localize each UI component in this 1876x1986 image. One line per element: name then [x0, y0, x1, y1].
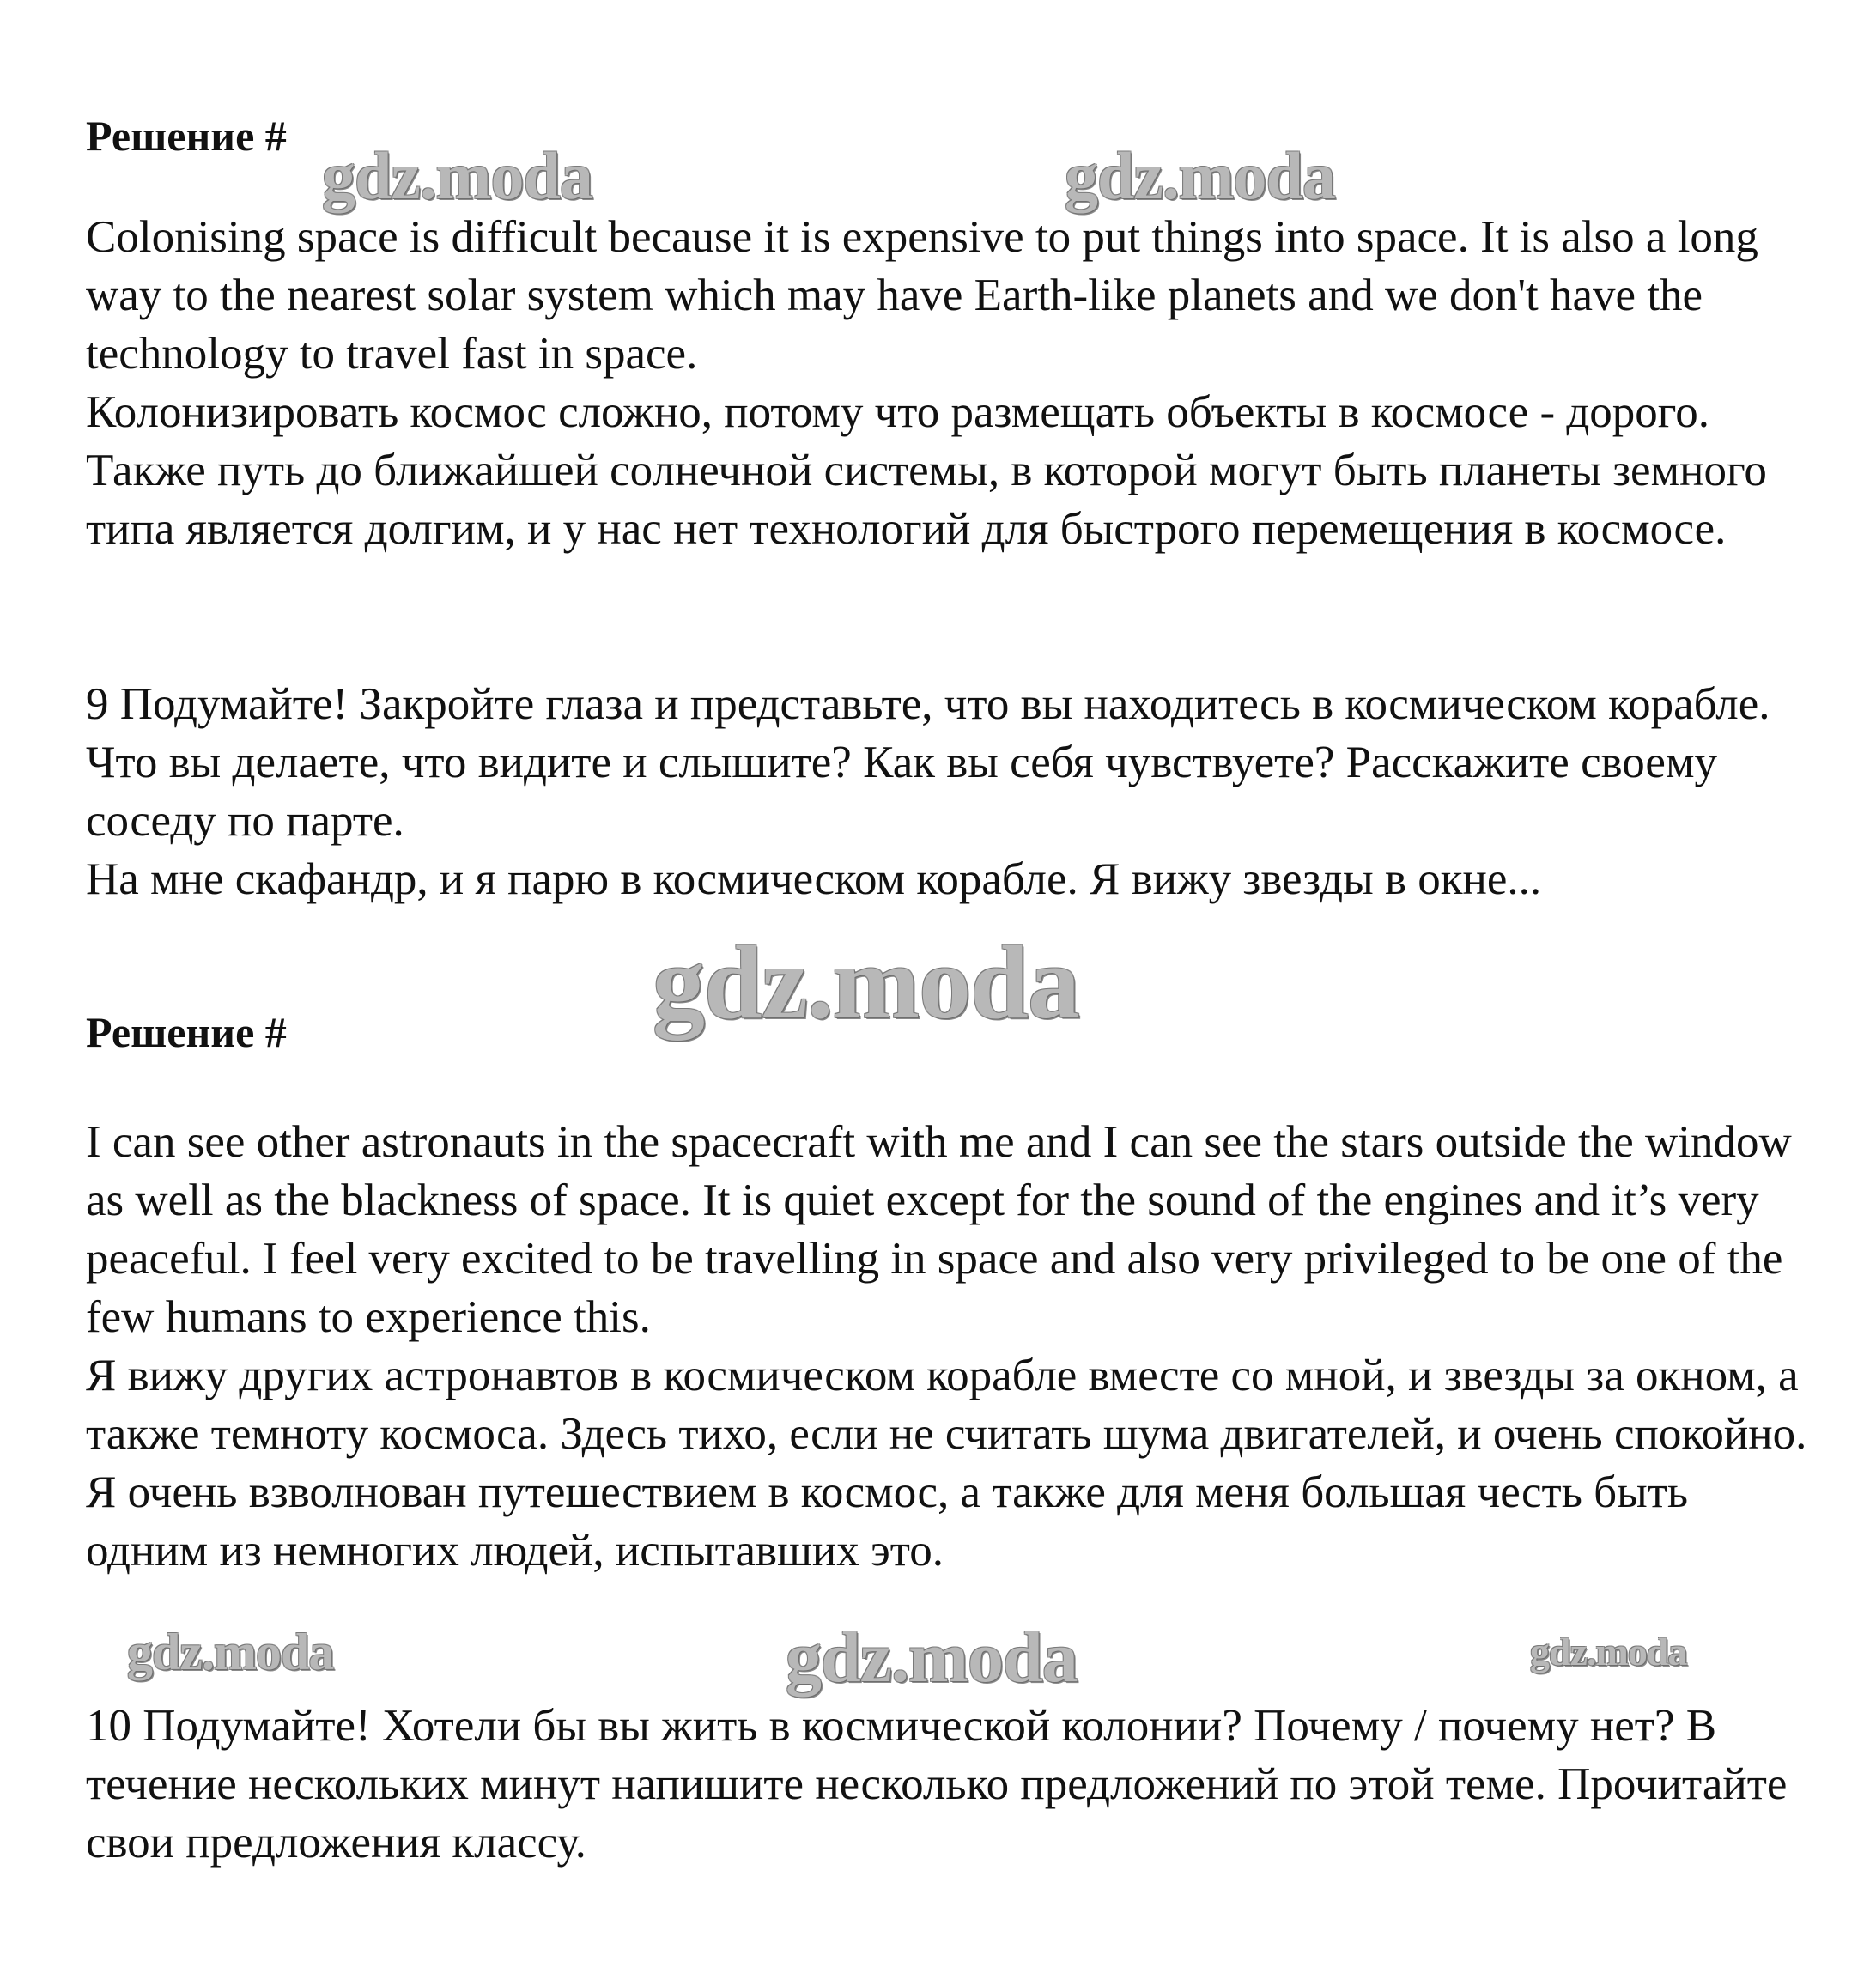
watermark-logo: gdz.moda: [786, 1618, 1078, 1698]
watermark-logo: gdz.moda: [1530, 1630, 1687, 1673]
answer-english-1: Colonising space is difficult because it is expensive to put things into space. It is also a long way to the nearest solar system which may have Earth-like planets and we don't have the technology to travel fast in space.: [86, 212, 1758, 379]
answer-english-2: I can see other astronauts in the spacecraft with me and I can see the stars outside the window as well as the blackness of space. It is quiet except for the sound of the engines and it’s very peaceful. I feel very excited to be travelling in space and also very privileged to be one of the few humans to experience this.: [86, 1117, 1792, 1342]
watermark-logo: gdz.moda: [322, 138, 592, 213]
task-9-text: 9 Подумайте! Закройте глаза и представьте, что вы находитесь в космическом корабле. Что вы делаете, что видите и слышите? Как вы себя чувствуете? Расскажите своему соседу по парте.: [86, 679, 1770, 846]
watermark-logo: gdz.moda: [653, 925, 1079, 1041]
answer-russian-2: Я вижу других астронавтов в космическом корабле вместе со мной, и звезды за окном, а также темноту космоса. Здесь тихо, если не считать шума двигателей, и очень спокойно. Я очень взволнован путешествием в космос, а также для меня большая честь быть одним из немногих людей, испытавших это.: [86, 1351, 1807, 1576]
answer-russian-1: Колонизировать космос сложно, потому что размещать объекты в космосе - дорого. Также путь до ближайшей солнечной системы, в которой могут быть планеты земного типа является долгим, и у нас нет технологий для быстрого перемещения в космосе.: [86, 387, 1767, 554]
solution-heading-2: Решение #: [86, 1008, 287, 1056]
watermark-logo: gdz.moda: [1065, 138, 1335, 213]
task-9-hint: На мне скафандр, и я парю в космическом корабле. Я вижу звезды в окне...: [86, 854, 1542, 904]
solution-heading-1: Решение #: [86, 112, 287, 160]
watermark-logo: gdz.moda: [127, 1624, 334, 1680]
task-10-text: 10 Подумайте! Хотели бы вы жить в космической колонии? Почему / почему нет? В течение нескольких минут напишите несколько предложений по этой теме. Прочитайте свои предложения классу.: [86, 1701, 1788, 1868]
